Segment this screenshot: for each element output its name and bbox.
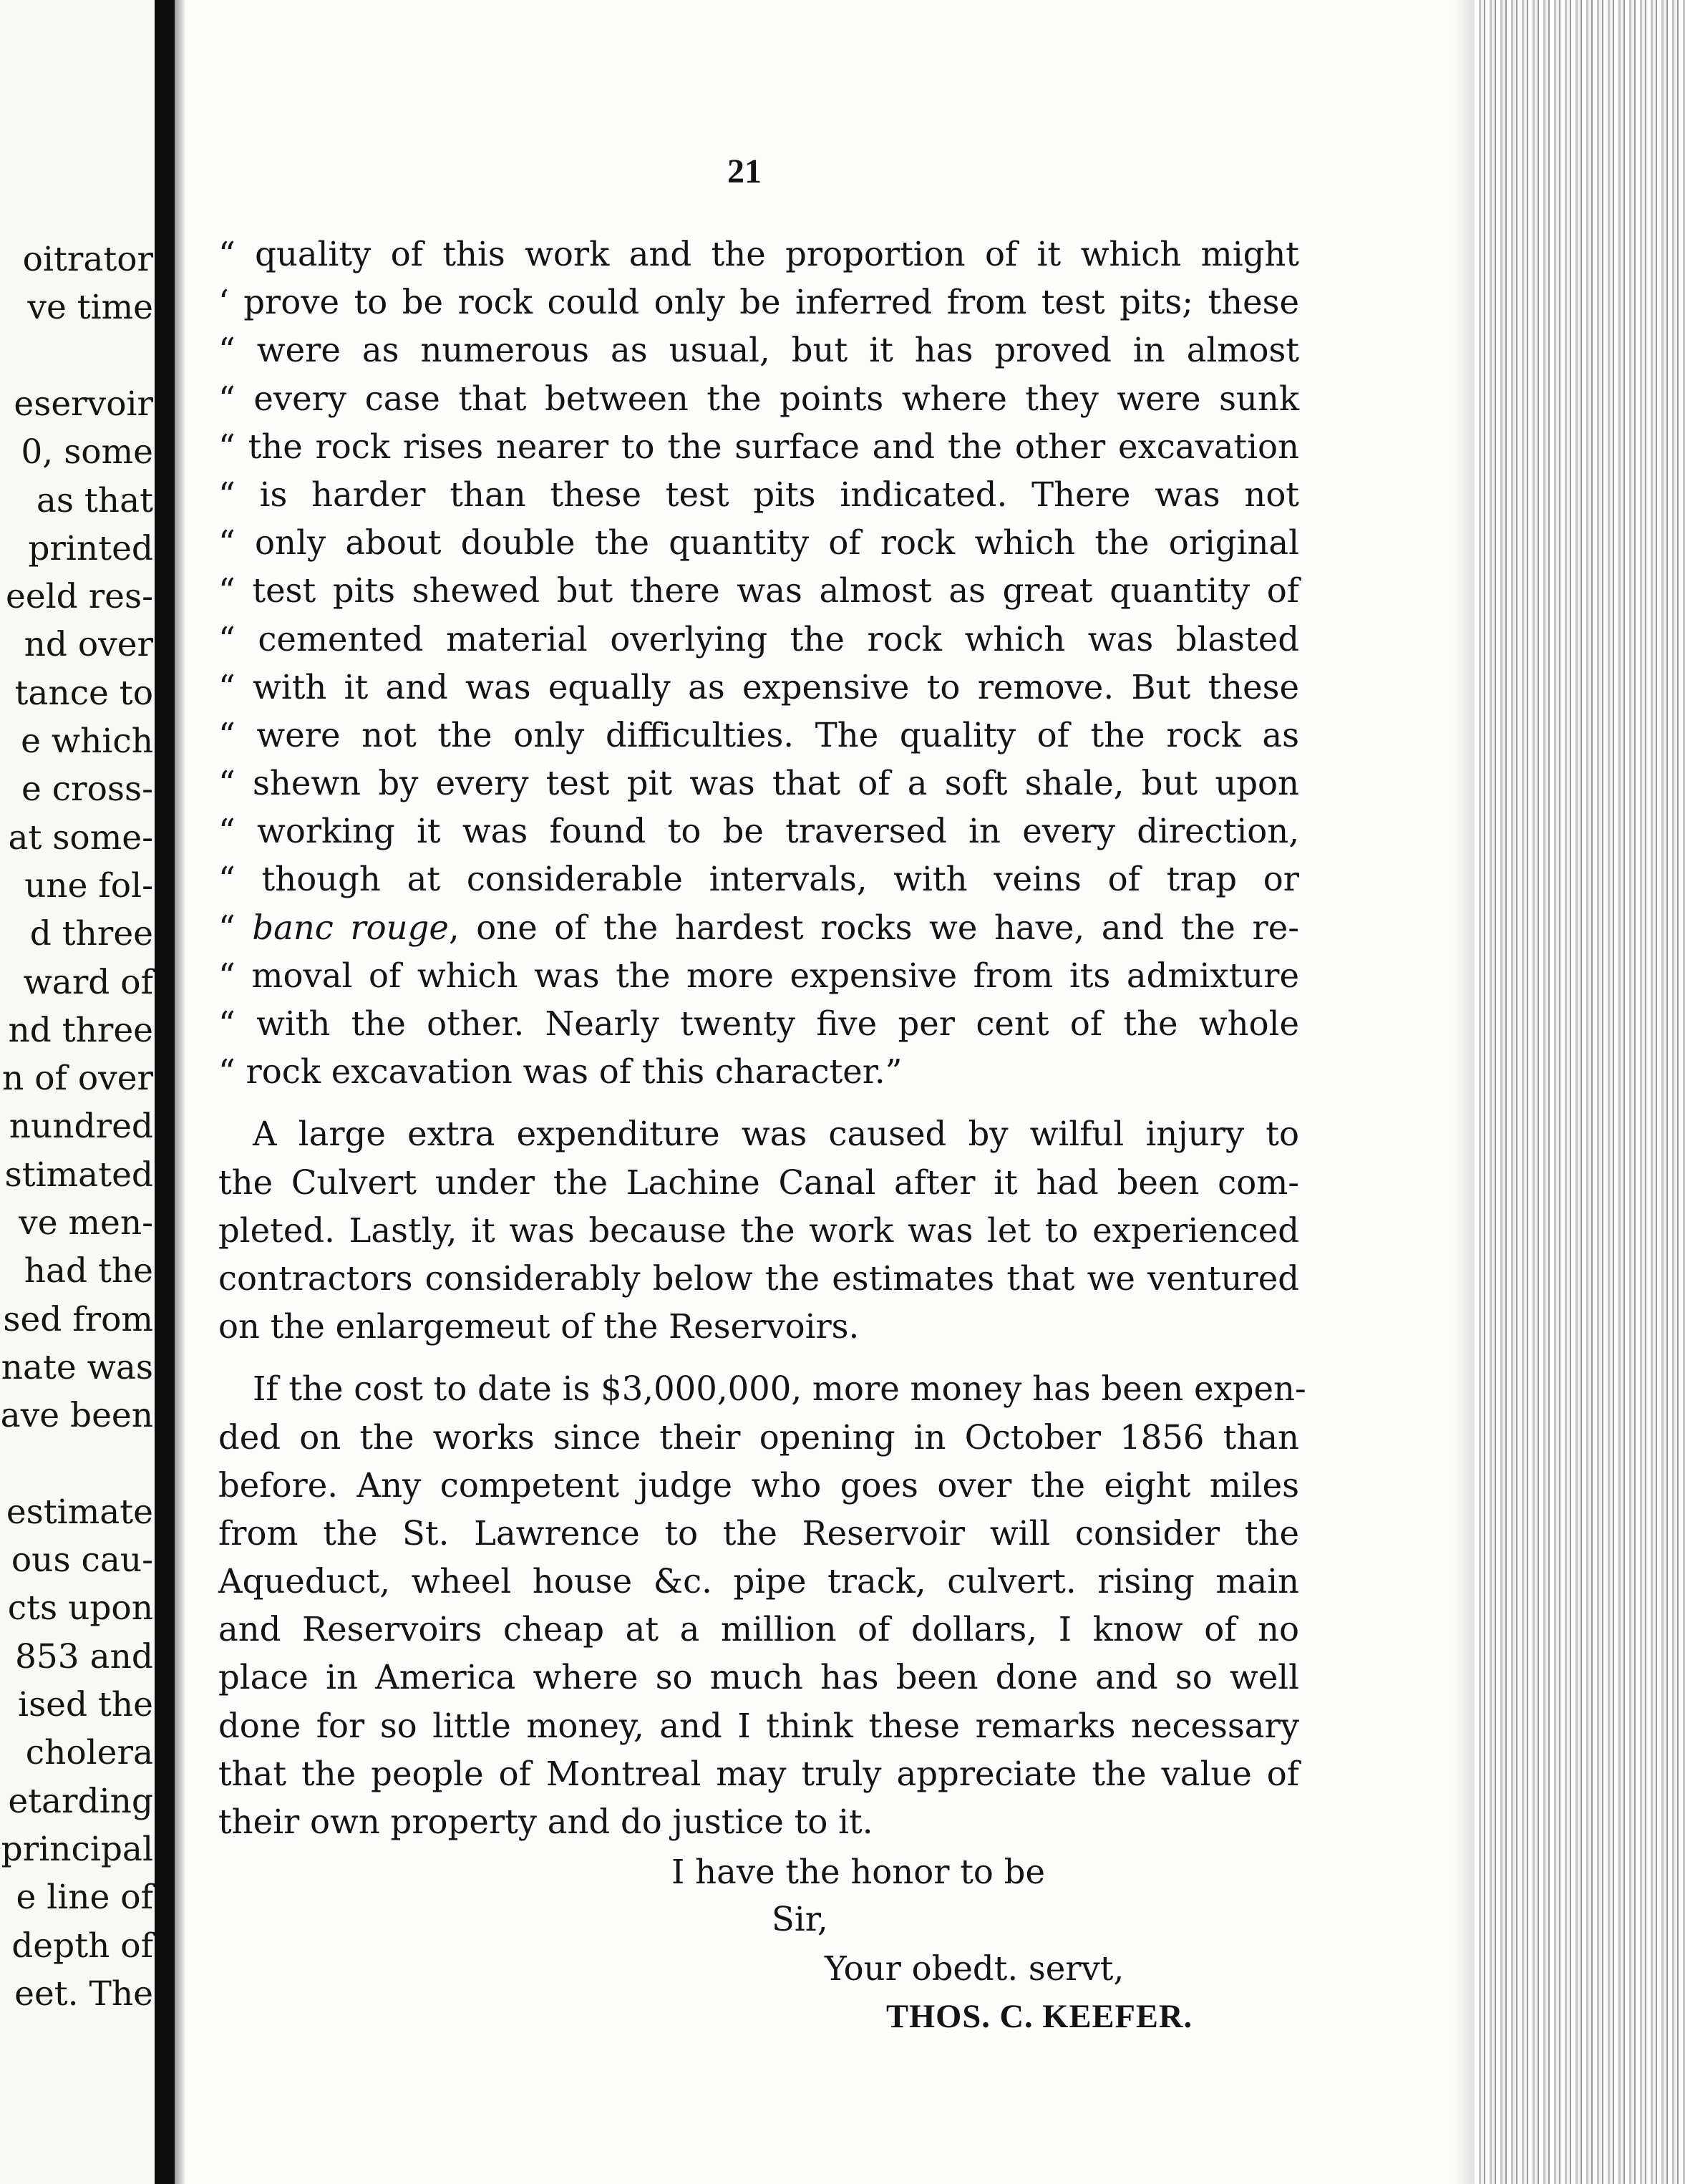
text-line: “ with the other. Nearly twenty five per cent of the whole <box>218 1004 1299 1043</box>
left-page-fragment-line: eeld res- <box>6 577 153 617</box>
text-line: the Culvert under the Lachine Canal after it had been com- <box>218 1163 1299 1202</box>
left-page-fragment-line: cholera <box>25 1733 153 1773</box>
gutter-shadow <box>175 0 186 2184</box>
left-page-fragment-line: as that <box>36 480 153 520</box>
text-line: contractors considerably below the estimates that we ventured <box>218 1258 1299 1298</box>
left-page-fragment-line: 853 and <box>14 1636 153 1676</box>
text-line: “ banc rouge, one of the hardest rocks we have, and the re- <box>218 908 1299 947</box>
text-line: that the people of Montreal may truly appreciate the value of <box>218 1754 1299 1793</box>
left-page-fragment <box>0 0 157 2184</box>
left-page-fragment-line: ave been <box>0 1396 153 1436</box>
text-line: If the cost to date is $3,000,000, more money has been expen- <box>253 1369 1306 1409</box>
left-page-fragment-line: d three <box>29 914 153 954</box>
paragraph-gap <box>218 1351 1299 1365</box>
text-line: “ test pits shewed but there was almost as great quantity of <box>218 571 1299 611</box>
closing-valediction: Your obedt. servt, <box>825 1949 1125 1988</box>
text-line: “ cemented material overlying the rock which was blasted <box>218 619 1299 659</box>
page-edges <box>1475 0 1685 2184</box>
paragraph-expenditure <box>218 1110 1299 1351</box>
text-line: “ only about double the quantity of rock which the original <box>218 523 1299 563</box>
left-page-fragment-line: e which <box>21 722 153 761</box>
text-line: their own property and do justice to it. <box>218 1802 873 1841</box>
text-line: ded on the works since their opening in October 1856 than <box>218 1417 1299 1457</box>
left-page-fragment-line: ward of <box>23 962 153 1002</box>
left-page-fragment-line: ve men- <box>19 1203 153 1243</box>
left-page-fragment-line: printed <box>28 528 153 568</box>
left-page-fragment-line: nd over <box>24 625 153 665</box>
text-line: done for so little money, and I think these remarks necessary <box>218 1706 1299 1745</box>
italic-term: banc rouge <box>252 908 449 947</box>
page-body <box>218 230 1306 1846</box>
text-line: “ working it was found to be traversed in every direction, <box>218 812 1299 851</box>
text-line: Aqueduct, wheel house &c. pipe track, culvert. rising main <box>218 1562 1299 1601</box>
left-page-fragment-line: e line of <box>16 1878 153 1918</box>
text-line: “ shewn by every test pit was that of a soft shale, but upon <box>218 764 1299 803</box>
left-page-fragment-line: nundred <box>9 1107 153 1147</box>
text-line: “ every case that between the points where they were sunk <box>218 379 1299 418</box>
left-page-fragment-line: oitrator <box>22 240 153 279</box>
text-line: on the enlargemeut of the Reservoirs. <box>218 1307 860 1346</box>
left-page-fragment-line: estimate <box>6 1492 153 1532</box>
left-page-fragment-line: eservoir <box>14 384 153 424</box>
text-line: “ rock excavation was of this character.” <box>218 1052 903 1092</box>
left-page-fragment-line: sed from <box>3 1299 153 1339</box>
left-page-fragment-line: ised the <box>18 1685 153 1724</box>
text-line: from the St. Lawrence to the Reservoir will consider the <box>218 1513 1299 1553</box>
left-page-fragment-line: principal <box>1 1829 153 1869</box>
text-line: place in America where so much has been done and so well <box>218 1658 1299 1697</box>
left-page-fragment-line: une fol- <box>24 865 153 906</box>
closing-salutation: Sir, <box>772 1900 828 1938</box>
left-page-fragment-line: tance to <box>14 673 153 713</box>
left-page-fragment-line: had the <box>24 1251 153 1291</box>
text-line: ‘ prove to be rock could only be inferred from test pits; these <box>218 283 1299 322</box>
left-page-fragment-line: stimated <box>4 1155 153 1195</box>
text-line: pleted. Lastly, it was because the work was let to experienced <box>218 1210 1299 1250</box>
text-line: “ quality of this work and the proportion of it which might <box>218 235 1299 273</box>
text-line: “ were not the only difficulties. The quality of the rock as <box>218 715 1299 754</box>
book-gutter <box>155 0 175 2184</box>
left-page-fragment-line: etarding <box>8 1781 153 1821</box>
left-page-fragment-line: ous cau- <box>11 1540 153 1581</box>
text-line: “ is harder than these test pits indicated. There was not <box>218 475 1299 514</box>
text-line: and Reservoirs cheap at a million of dollars, I know of no <box>218 1610 1299 1649</box>
closing-honor: I have the honor to be <box>671 1853 1045 1891</box>
text-line: “ the rock rises nearer to the surface and the other excavation <box>218 427 1299 466</box>
quoted-paragraph <box>218 230 1299 1096</box>
left-page-fragment-line: eet. The <box>14 1974 153 2014</box>
left-page-fragment-line: nd three <box>8 1010 153 1050</box>
left-page-fragment-line: 0, some <box>21 432 153 472</box>
text-line: “ moval of which was the more expensive from its admixture <box>218 956 1299 995</box>
text-line: “ though at considerable intervals, with veins of trap or <box>218 860 1299 899</box>
text-line: A large extra expenditure was caused by wilful injury to <box>253 1115 1299 1154</box>
left-page-fragment-line: at some- <box>8 817 153 858</box>
text-line: before. Any competent judge who goes over the eight miles <box>218 1465 1299 1505</box>
left-page-fragment-line: n of over <box>2 1059 153 1099</box>
left-page-fragment-line: depth of <box>11 1926 153 1966</box>
signature: THOS. C. KEEFER. <box>886 1999 1193 2035</box>
text-line: “ were as numerous as usual, but it has proved in almost <box>218 331 1299 370</box>
left-page-fragment-line: nate was <box>1 1347 153 1387</box>
left-page-fragment-line: e cross- <box>21 770 153 810</box>
left-page-fragment-line: cts upon <box>7 1588 153 1629</box>
page-number: 21 <box>727 152 762 190</box>
paragraph-gap <box>218 1096 1299 1110</box>
text-line: “ with it and was equally as expensive to remove. But these <box>218 667 1299 707</box>
left-page-fragment-line: ve time <box>27 288 153 328</box>
paragraph-cost <box>218 1365 1306 1846</box>
